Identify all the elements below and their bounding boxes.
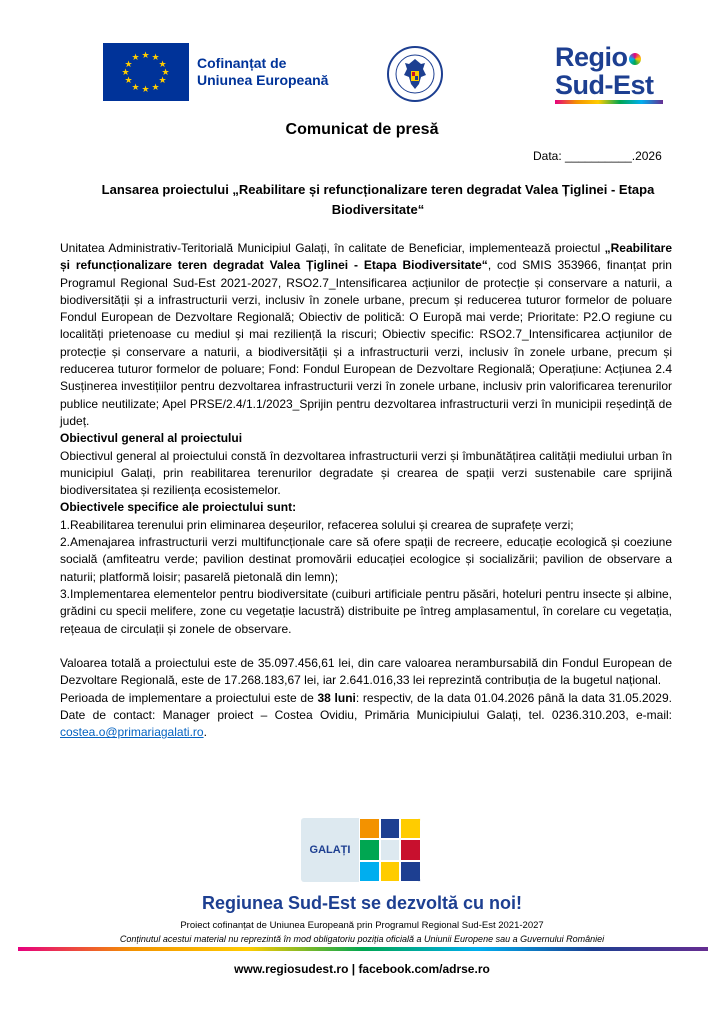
period-end: . <box>203 725 207 740</box>
period-duration: 38 luni <box>317 690 356 705</box>
press-release-body <box>60 240 672 742</box>
romanian-government-logo <box>387 44 443 104</box>
galati-logo-mosaic <box>359 818 421 882</box>
period-contact-paragraph <box>60 690 672 742</box>
eu-logo-line1: Cofinanțat de <box>197 55 287 71</box>
specific-objective-2: 2.Amenajarea infrastructurii verzi multifuncționale care să ofere spații de recreere, educație ecologică și coeziune socială (amfiteatru verde; pavilion destinat promovării educației ecologice și socializării; pavilion de observare a naturii; platformă loisir; pasarelă pietonală din lemn); <box>60 535 672 584</box>
press-release-title: Comunicat de presă <box>285 121 439 138</box>
footer-slogan: Regiunea Sud-Est se dezvoltă cu noi! <box>201 893 523 913</box>
regio-dot-icon <box>629 53 641 65</box>
contact-email-link[interactable]: costea.o@primariagalati.ro <box>60 725 204 740</box>
general-objective-text: Obiectivul general al proiectului constă în dezvoltarea infrastructurii verzi și îmbunătățirea calității mediului urban în municipiul Galați, prin reabilitarea terenurilor degradate și crearea de spații verzi sustenabile care sprijină biodiversitatea și reziliența ecosistemelor. <box>60 448 672 498</box>
period-text-2: : respectiv, de la data 01.04.2026 până la data 31.05.2029. Date de contact: Manager proiect – Costea Ovidiu, Primăria Municipiului Galați, tel. 0236.310.203, e-mail: <box>60 690 672 723</box>
galati-city-logo <box>301 818 421 882</box>
project-title: Lansarea proiectului „Reabilitare și refuncționalizare teren degradat Valea Țiglinei - Etapa Biodiversitate“ <box>101 182 655 217</box>
government-seal-icon <box>387 44 443 104</box>
footer-website-links[interactable]: www.regiosudest.ro | facebook.com/adrse.ro <box>234 962 490 976</box>
date-line: Data: __________.2026 <box>533 149 662 163</box>
footer-rainbow-bar <box>18 947 708 951</box>
specific-objective-3: 3.Implementarea elementelor pentru biodiversitate (cuiburi artificiale pentru păsări, hoteluri pentru insecte și albine, grădini cu specii melifere, zone cu vegetație lacustră) distribuite pe întreg amplasamentul, în corelare cu vegetația, rețeaua de circulații și zonele de observare. <box>60 586 672 636</box>
footer-cofinancing-line: Proiect cofinanțat de Uniunea Europeană prin Programul Regional Sud-Est 2021-2027 <box>180 920 544 931</box>
galati-logo-text: GALAȚI <box>301 818 359 882</box>
footer-disclaimer: Conținutul acestui material nu reprezintă în mod obligatoriu poziția oficială a Uniunii Europene sau a Guvernului României <box>119 934 605 944</box>
project-value-text: Valoarea totală a proiectului este de 35.097.456,61 lei, din care valoarea nerambursabilă din Fondul European de Dezvoltare Regională, este de 17.268.183,67 lei, iar 2.641.016,33 lei reprezintă contribuția de la bugetul național. <box>60 656 672 688</box>
period-text-1: Perioada de implementare a proiectului este de <box>60 690 318 705</box>
eu-logo-line2: Uniunea Europeană <box>197 72 329 88</box>
intro-text-2: , cod SMIS 353966, finanțat prin Programul Regional Sud-Est 2021-2027, RSO2.7_Intensificarea acțiunilor de protecție și conservare a naturii, a biodiversității și a infrastructurii verzi, inclusiv în zonele urbane, precum și reducerea tuturor formelor de poluare Fondul European de Dezvoltare Regională; Obiectiv de politică: O Europă mai verde; Prioritate: P2.O regiune cu localități prietenoase cu mediul și mai reziliență la riscuri; Obiectiv specific: RSO2.7_Intensificarea acțiunilor de protecție și conservare a naturii, a biodiversității și a infrastructurii verzi, inclusiv în zonele urbane, precum și reducerea tuturor formelor de poluare; Fond: Fondul European de Dezvoltare Regională; Operațiune: Acțiunea 2.4 Susținerea investițiilor pentru dezvoltarea infrastructurii verzi în zonele urbane, inclusiv prin valorificarea terenurilor publice neutilizate; Apel PRSE/2.4/1.1/2023_Sprijin pentru dezvoltarea infrastructurii verzi în municipii reședință de județ. <box>60 258 672 428</box>
regio-logo-line1: Regio <box>555 42 628 72</box>
specific-objectives-heading: Obiectivele specifice ale proiectului sunt: <box>60 500 297 515</box>
general-objective-heading: Obiectivul general al proiectului <box>60 431 243 446</box>
intro-project-name: „Reabilitare și refuncționalizare teren degradat Valea Țiglinei - Etapa Biodiversitate“ <box>60 241 672 273</box>
intro-text-1: Unitatea Administrativ-Teritorială Municipiul Galați, în calitate de Beneficiar, implementează proiectul <box>60 241 605 255</box>
regio-rainbow-bar <box>555 100 663 104</box>
regio-sud-est-logo <box>555 43 665 105</box>
eu-flag-icon: ★ ★ ★ ★ ★ ★ ★ ★ ★ ★ ★ ★ <box>103 43 189 101</box>
intro-paragraph <box>60 240 672 430</box>
eu-cofinancing-logo <box>103 43 333 101</box>
specific-objective-1: 1.Reabilitarea terenului prin eliminarea deșeurilor, refacerea solului și crearea de suprafețe verzi; <box>60 517 574 532</box>
regio-logo-line2: Sud-Est <box>555 70 654 100</box>
